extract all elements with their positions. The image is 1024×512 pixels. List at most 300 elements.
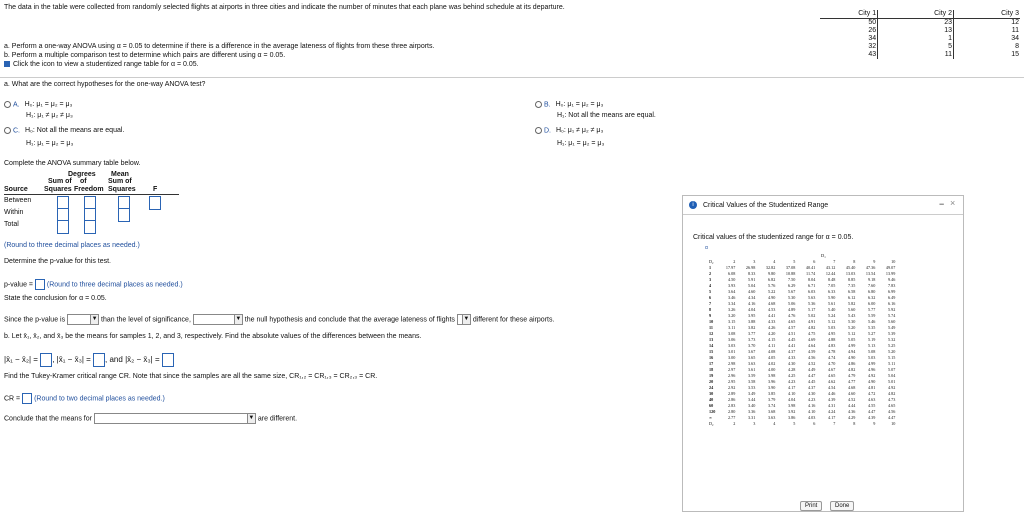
- critical-value: 5.60: [847, 307, 856, 312]
- critical-value: 3.01: [727, 349, 736, 354]
- row-df-label: 14: [709, 343, 714, 348]
- d2-footer-label: D₂: [709, 421, 714, 426]
- critical-value: 8.04: [807, 277, 816, 282]
- critical-value: 3.15: [727, 319, 736, 324]
- f-input[interactable]: [149, 196, 161, 210]
- row-between: Between: [4, 197, 32, 204]
- critical-value: 49.07: [885, 265, 896, 270]
- critical-value: 4.45: [787, 337, 796, 342]
- table-row: 32 5 8: [868, 43, 1019, 50]
- critical-value: 4.36: [847, 409, 856, 414]
- critical-value: 2.80: [727, 409, 736, 414]
- row-df-label: 5: [709, 289, 712, 294]
- critical-value: 4.30: [807, 391, 816, 396]
- critical-value: 3.65: [747, 355, 756, 360]
- critical-value: 2.86: [727, 397, 736, 402]
- row-df-label: 13: [709, 337, 714, 342]
- pvalue-compare-select[interactable]: [67, 314, 99, 325]
- critical-value: 3.93: [727, 283, 736, 288]
- option-b-h1: H₁: Not all the means are equal.: [557, 112, 656, 119]
- row-df-label: 16: [709, 355, 714, 360]
- critical-value: 4.39: [827, 397, 836, 402]
- critical-value: 2.95: [727, 379, 736, 384]
- critical-value: 4.55: [867, 403, 876, 408]
- critical-value: 5.90: [827, 295, 836, 300]
- critical-value: 4.24: [827, 409, 836, 414]
- data-table: [820, 10, 1020, 59]
- critical-value: 3.63: [767, 415, 776, 420]
- critical-value: 3.63: [747, 361, 756, 366]
- critical-value: 3.92: [787, 409, 796, 414]
- critical-value: 4.64: [807, 343, 816, 348]
- critical-value: 4.82: [887, 391, 896, 396]
- critical-col-footer: 3: [753, 421, 756, 426]
- diff-23-input[interactable]: [162, 353, 174, 367]
- critical-value: 4.99: [847, 343, 856, 348]
- critical-value: 4.81: [867, 385, 876, 390]
- critical-value: 4.44: [847, 403, 856, 408]
- critical-value: 4.47: [807, 373, 816, 378]
- critical-value: 8.48: [827, 277, 836, 282]
- question-a: a. What are the correct hypotheses for the one-way ANOVA test?: [4, 81, 206, 88]
- conclude-row: Conclude that the means for ▼ are different.: [4, 415, 298, 423]
- critical-value: 4.57: [787, 325, 796, 330]
- part-b-intro: b. Let x̄₁, x̄₂, and x̄₃ be the means for samples 1, 2, and 3, respectively. Find the absolute values of the differences between the means.: [4, 333, 422, 340]
- critical-value: 3.74: [767, 403, 776, 408]
- critical-value: 5.08: [867, 349, 876, 354]
- critical-value: 4.89: [787, 307, 796, 312]
- critical-value: 5.12: [847, 331, 856, 336]
- critical-value: 5.20: [847, 325, 856, 330]
- critical-value: 2.77: [727, 415, 736, 420]
- critical-value: 5.03: [827, 325, 836, 330]
- critical-value: 2.92: [727, 385, 736, 390]
- critical-value: 5.77: [867, 307, 876, 312]
- critical-value: 5.04: [747, 283, 756, 288]
- anova-round-note: (Round to three decimal places as needed.): [4, 242, 140, 249]
- critical-value: 5.39: [887, 331, 896, 336]
- critical-value: 3.44: [747, 397, 756, 402]
- critical-value: 4.78: [827, 349, 836, 354]
- critical-value: 4.74: [827, 355, 836, 360]
- critical-value: 4.91: [807, 319, 816, 324]
- critical-value: 4.02: [767, 361, 776, 366]
- critical-value: 6.03: [807, 289, 816, 294]
- critical-table-footer: [707, 421, 897, 427]
- d2-label: D₂: [709, 259, 714, 264]
- row-df-label: 40: [709, 397, 714, 402]
- critical-value: 13.99: [885, 271, 896, 276]
- critical-value: 4.50: [727, 277, 736, 282]
- critical-value: 4.90: [867, 379, 876, 384]
- critical-col-footer: 7: [833, 421, 836, 426]
- table-link[interactable]: Click the icon to view a studentized range table for α = 0.05.: [4, 61, 199, 68]
- option-d-radio[interactable]: [535, 127, 542, 134]
- row-df-label: 4: [709, 283, 712, 288]
- row-df-label: 6: [709, 295, 712, 300]
- critical-value: 12.44: [825, 271, 836, 276]
- critical-value: 6.32: [867, 295, 876, 300]
- critical-value: 3.58: [747, 379, 756, 384]
- critical-value: 4.39: [867, 415, 876, 420]
- critical-value: 2.83: [727, 403, 736, 408]
- critical-value: 11.74: [806, 271, 816, 276]
- table-row: 50 23 12: [868, 19, 1019, 26]
- critical-value: 4.15: [767, 337, 776, 342]
- critical-value: 5.12: [827, 319, 836, 324]
- critical-value: 4.47: [867, 409, 876, 414]
- critical-value: 4.10: [787, 391, 796, 396]
- critical-value: 4.37: [787, 349, 796, 354]
- critical-value: 37.08: [785, 265, 796, 270]
- option-b[interactable]: B. H₀: μ₁ = μ₂ = μ₃: [535, 101, 603, 108]
- critical-value: 6.82: [767, 277, 776, 282]
- critical-value: 6.00: [867, 301, 876, 306]
- critical-value: 4.96: [867, 367, 876, 372]
- critical-col-header: 4: [773, 259, 776, 264]
- critical-value: 4.51: [787, 331, 796, 336]
- row-df-label: 3: [709, 277, 712, 282]
- critical-value: 9.80: [767, 271, 776, 276]
- critical-value: 4.28: [787, 367, 796, 372]
- option-a-radio[interactable]: [4, 101, 11, 108]
- critical-value: 40.41: [805, 265, 816, 270]
- critical-value: 5.25: [887, 343, 896, 348]
- header-city-2: City 2: [878, 10, 954, 19]
- critical-col-header: 7: [833, 259, 836, 264]
- critical-value: 4.65: [787, 319, 796, 324]
- critical-value: 4.54: [827, 385, 836, 390]
- critical-value: 4.11: [768, 343, 776, 348]
- critical-value: 4.33: [767, 319, 776, 324]
- critical-value: 4.59: [807, 349, 816, 354]
- row-df-label: 10: [709, 319, 714, 324]
- studentized-range-popup: [682, 195, 964, 512]
- critical-value: 7.83: [887, 283, 896, 288]
- critical-value: 4.70: [827, 361, 836, 366]
- critical-col-footer: 9: [873, 421, 876, 426]
- critical-value: 3.98: [767, 373, 776, 378]
- critical-value: 8.85: [847, 277, 856, 282]
- critical-value: 3.11: [728, 325, 736, 330]
- critical-value: 6.99: [887, 289, 896, 294]
- row-df-label: 60: [709, 403, 714, 408]
- critical-value: 3.61: [747, 367, 756, 372]
- critical-value: 4.75: [807, 331, 816, 336]
- critical-value: 5.32: [887, 337, 896, 342]
- critical-value: 4.99: [867, 361, 876, 366]
- critical-col-footer: 6: [813, 421, 816, 426]
- table-row: 34 1 34: [868, 35, 1019, 42]
- critical-value: 5.19: [867, 337, 876, 342]
- critical-value: 5.74: [887, 313, 896, 318]
- critical-value: 5.30: [787, 295, 796, 300]
- critical-value: 5.43: [847, 313, 856, 318]
- critical-value: 3.59: [747, 373, 756, 378]
- critical-value: 4.16: [807, 403, 816, 408]
- option-a[interactable]: A. H₀: μ₁ = μ₂ = μ₃: [4, 101, 72, 108]
- since-row: Since the p-value is ▼ than the level of significance, ▼ the null hypothesis and conclude that the average lateness of flights ▼ different for these airports.: [4, 316, 555, 324]
- header-city-1: City 1: [820, 10, 878, 19]
- option-c-radio[interactable]: [4, 127, 11, 134]
- tukey-instruction: Find the Tukey-Kramer critical range CR. Note that since the samples are all the same size, CR₁,₂ = CR₁,₃ = CR₂,₃ = CR.: [4, 373, 378, 380]
- critical-value: 4.17: [787, 385, 796, 390]
- critical-value: 4.03: [807, 415, 816, 420]
- pvalue-row: p-value = (Round to three decimal places as needed.): [4, 279, 183, 290]
- critical-value: 2.96: [727, 373, 736, 378]
- critical-value: 5.04: [887, 373, 896, 378]
- df-total-input[interactable]: [84, 220, 96, 234]
- print-button[interactable]: Print: [800, 501, 822, 511]
- critical-col-header: 5: [793, 259, 796, 264]
- critical-value: 4.45: [807, 379, 816, 384]
- critical-value: 4.60: [847, 391, 856, 396]
- critical-col-header: 8: [853, 259, 856, 264]
- critical-value: 3.36: [747, 409, 756, 414]
- critical-col-header: 2: [733, 259, 736, 264]
- table-row: 26 13 11: [868, 27, 1019, 34]
- critical-value: 7.50: [787, 277, 796, 282]
- critical-value: 4.62: [827, 379, 836, 384]
- data-table-header: [820, 10, 1020, 19]
- critical-value: 43.12: [825, 265, 836, 270]
- critical-value: 5.11: [888, 361, 896, 366]
- chevron-down-icon: ▼: [91, 316, 98, 322]
- critical-value: 4.53: [767, 307, 776, 312]
- task-b-text: b. Perform a multiple comparison test to determine which pairs are different using α = 0.05.: [4, 52, 286, 59]
- critical-value: 3.26: [727, 307, 736, 312]
- chevron-down-icon: ▼: [235, 316, 242, 322]
- critical-value: 5.60: [887, 319, 896, 324]
- ms-within-input[interactable]: [118, 208, 130, 222]
- critical-value: 4.90: [767, 295, 776, 300]
- row-df-label: 120: [709, 409, 716, 414]
- critical-value: 4.23: [807, 397, 816, 402]
- row-df-label: 30: [709, 391, 714, 396]
- critical-value: 3.95: [747, 313, 756, 318]
- critical-col-header: 10: [891, 259, 896, 264]
- critical-value: 3.46: [727, 295, 736, 300]
- critical-value: 5.27: [867, 331, 876, 336]
- critical-value: 5.49: [887, 325, 896, 330]
- critical-value: 9.46: [887, 277, 896, 282]
- critical-value: 13.54: [865, 271, 876, 276]
- critical-value: 4.60: [747, 289, 756, 294]
- critical-col-footer: 2: [733, 421, 736, 426]
- critical-value: 4.76: [787, 313, 796, 318]
- critical-value: 5.82: [847, 301, 856, 306]
- table-row: 43 11 15: [868, 51, 1019, 58]
- diff-12-input[interactable]: [40, 353, 52, 367]
- critical-value: 4.00: [767, 367, 776, 372]
- cr-input[interactable]: [22, 393, 32, 404]
- critical-value: 3.31: [747, 415, 756, 420]
- critical-value: 4.37: [807, 385, 816, 390]
- critical-value: 4.68: [847, 385, 856, 390]
- critical-value: 3.08: [727, 331, 736, 336]
- done-button[interactable]: Done: [830, 501, 854, 511]
- critical-value: 5.30: [847, 319, 856, 324]
- critical-value: 5.01: [887, 379, 896, 384]
- critical-value: 3.34: [727, 301, 736, 306]
- critical-value: 5.15: [887, 355, 896, 360]
- critical-value: 5.13: [867, 343, 876, 348]
- critical-value: 3.40: [747, 403, 756, 408]
- critical-value: 3.86: [787, 415, 796, 420]
- critical-value: 5.22: [767, 289, 776, 294]
- pvalue-instruction: Determine the p-value for this test.: [4, 258, 111, 265]
- row-df-label: 9: [709, 313, 712, 318]
- critical-value: 45.40: [845, 265, 856, 270]
- critical-value: 5.67: [787, 289, 796, 294]
- critical-value: 4.73: [887, 397, 896, 402]
- diff-row: |x̄₁ − x̄₂| = , |x̄₁ − x̄₃| = , and |x̄₂ − x̄₃| =: [4, 353, 174, 367]
- critical-value: 4.67: [827, 367, 836, 372]
- critical-value: 5.36: [807, 301, 816, 306]
- critical-value: 6.49: [887, 295, 896, 300]
- critical-value: 3.70: [747, 343, 756, 348]
- critical-value: 13.03: [845, 271, 856, 276]
- critical-col-header: 6: [813, 259, 816, 264]
- pvalue-input[interactable]: [35, 279, 45, 290]
- means-select[interactable]: [94, 413, 256, 424]
- critical-value: 4.94: [847, 349, 856, 354]
- critical-value: 2.97: [727, 367, 736, 372]
- critical-value: 3.85: [767, 391, 776, 396]
- critical-value: 6.12: [847, 295, 856, 300]
- row-df-label: 12: [709, 331, 714, 336]
- critical-value: 8.33: [747, 271, 756, 276]
- critical-value: 5.17: [807, 307, 816, 312]
- critical-value: 5.76: [767, 283, 776, 288]
- cr-row: CR = (Round to two decimal places as needed.): [4, 393, 165, 404]
- critical-value: 5.07: [887, 367, 896, 372]
- option-b-radio[interactable]: [535, 101, 542, 108]
- critical-value: 5.61: [827, 301, 836, 306]
- option-d[interactable]: D. H₀: μ₁ ≠ μ₂ ≠ μ₃: [535, 127, 603, 134]
- are-select[interactable]: [457, 314, 471, 325]
- ss-total-input[interactable]: [57, 220, 69, 234]
- divider: [0, 77, 1024, 78]
- critical-value: 4.17: [827, 415, 836, 420]
- critical-value: 4.04: [787, 397, 796, 402]
- critical-value: 6.33: [827, 289, 836, 294]
- anova-table: Degrees Mean Sum of of Sum of Source Squares Freedom Squares F Between Within Total: [4, 171, 184, 231]
- reject-select[interactable]: [193, 314, 243, 325]
- critical-value: 7.60: [867, 283, 876, 288]
- critical-value: 10.88: [785, 271, 796, 276]
- row-total: Total: [4, 221, 19, 228]
- critical-value: 3.90: [767, 385, 776, 390]
- critical-value: 26.98: [745, 265, 756, 270]
- alpha-label: α: [705, 245, 708, 251]
- critical-value: 4.41: [787, 343, 796, 348]
- critical-value: 4.49: [807, 367, 816, 372]
- critical-value: 5.20: [887, 349, 896, 354]
- critical-value: 5.05: [847, 337, 856, 342]
- task-a-text: a. Perform a one-way ANOVA using α = 0.05 to determine if there is a difference in the average lateness of flights from these three airports.: [4, 43, 435, 50]
- critical-value: 4.26: [767, 325, 776, 330]
- row-within: Within: [4, 209, 24, 216]
- critical-value: 4.86: [847, 361, 856, 366]
- critical-value: 2.89: [727, 391, 736, 396]
- critical-value: 4.30: [787, 361, 796, 366]
- critical-value: 5.59: [867, 313, 876, 318]
- diff-13-input[interactable]: [93, 353, 105, 367]
- critical-value: 47.36: [865, 265, 876, 270]
- critical-col-footer: 10: [891, 421, 896, 426]
- critical-value: 5.35: [867, 325, 876, 330]
- critical-value: 3.79: [767, 397, 776, 402]
- critical-value: 4.63: [867, 397, 876, 402]
- critical-value: 4.77: [847, 379, 856, 384]
- critical-value: 4.95: [827, 331, 836, 336]
- chevron-down-icon: ▼: [248, 415, 255, 421]
- critical-value: 4.52: [847, 397, 856, 402]
- critical-value: 4.90: [847, 355, 856, 360]
- row-df-label: ∞: [709, 415, 712, 420]
- critical-value: 4.65: [827, 373, 836, 378]
- critical-value: 4.23: [787, 379, 796, 384]
- critical-value: 4.56: [887, 409, 896, 414]
- critical-value: 5.06: [787, 301, 796, 306]
- critical-col-footer: 8: [853, 421, 856, 426]
- critical-value: 9.18: [867, 277, 876, 282]
- critical-value: 3.64: [727, 289, 736, 294]
- close-button[interactable]: ×: [950, 198, 956, 208]
- critical-value: 4.56: [807, 355, 816, 360]
- critical-value: 5.92: [887, 307, 896, 312]
- critical-value: 4.10: [807, 409, 816, 414]
- critical-value: 4.82: [807, 325, 816, 330]
- critical-value: 5.91: [747, 277, 756, 282]
- critical-value: 4.46: [827, 391, 836, 396]
- critical-value: 3.00: [727, 355, 736, 360]
- critical-value: 5.40: [827, 307, 836, 312]
- critical-value: 2.98: [727, 361, 736, 366]
- critical-value: 3.06: [727, 337, 736, 342]
- critical-col-footer: 5: [793, 421, 796, 426]
- critical-value: 4.65: [887, 403, 896, 408]
- critical-value: 6.16: [887, 301, 896, 306]
- row-df-label: 17: [709, 361, 714, 366]
- option-c[interactable]: C. H₀: Not all the means are equal.: [4, 127, 124, 134]
- critical-value: 3.88: [747, 319, 756, 324]
- critical-value: 4.69: [807, 337, 816, 342]
- critical-value: 3.67: [747, 349, 756, 354]
- critical-value: 6.80: [867, 289, 876, 294]
- critical-value: 4.04: [747, 307, 756, 312]
- critical-value: 6.08: [727, 271, 736, 276]
- critical-value: 3.73: [747, 337, 756, 342]
- critical-value: 5.46: [867, 319, 876, 324]
- critical-value: 7.05: [827, 283, 836, 288]
- critical-value: 4.92: [887, 385, 896, 390]
- critical-value: 3.77: [747, 331, 756, 336]
- critical-value: 5.03: [867, 355, 876, 360]
- chevron-down-icon: ▼: [463, 316, 470, 322]
- critical-value: 4.47: [887, 415, 896, 420]
- intro-text: The data in the table were collected from randomly selected flights at airports in three cities and indicate the number of minutes that each plane was behind schedule at its departure.: [4, 4, 565, 11]
- row-df-label: 11: [709, 325, 713, 330]
- critical-value: 3.96: [767, 379, 776, 384]
- critical-value: 4.41: [767, 313, 776, 318]
- row-df-label: 2: [709, 271, 712, 276]
- critical-value: 4.08: [767, 349, 776, 354]
- minimize-button[interactable]: −: [939, 199, 945, 209]
- table-icon[interactable]: [4, 61, 10, 67]
- critical-col-header: 3: [753, 259, 756, 264]
